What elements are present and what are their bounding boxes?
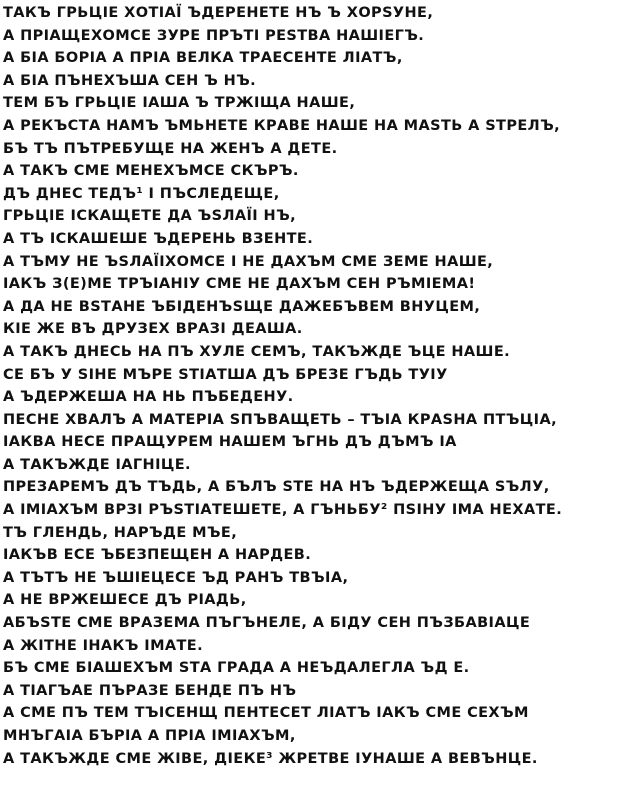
text-line: ТЪ ГЛЕНДЬ, НАРЪДЕ МЪЕ, (3, 524, 238, 541)
text-line: ТЕМ БЪ ГРЬЦІЕ ІАША Ъ ТРЖІЩА НАШЕ, (3, 95, 356, 112)
text-line: А ТАКЪЖДЕ СМЕ ЖІВЕ, ДІЕКЕ³ ЖРЕТВЕ ІУНАШЕ А ВЕВЪНЦЕ. (3, 750, 538, 767)
text-line: СЕ БЪ У ЅІНЕ МЪРЕ ЅТІАТША ДЪ БРЕЗЕ ГЪДЬ ТУІУ (3, 366, 448, 383)
text-line: А ЖІТНЕ ІНАКЪ ІМАТЕ. (3, 637, 204, 654)
text-line: А БІА ПЪНЕХЪША СЕН Ъ НЪ. (3, 72, 257, 89)
text-line: А ПРІАЩЕХОМСЕ ЗУРЕ ПРЪТІ РЕЅТВА НАШІЕГЪ. (3, 27, 425, 44)
text-line: МНЪГАІА БЪРІА А ПРІА ІМІАХЪМ, (3, 728, 296, 744)
text-line: ПЕСНЕ ХВАЛЪ А МАТЕРІА ЅПЪВАЩЕТЬ – ТЪІА КРАЅНА ПТЪЦІА, (3, 411, 557, 428)
text-line: ІАКЪВ ЕСЕ ЪБЕЗПЕЩЕН А НАРДЕВ. (3, 547, 312, 564)
text-line: ГРЬЦІЕ ІСКАЩЕТЕ ДА ЪЅЛАЇІ НЪ, (3, 208, 297, 225)
text-line: А ТЪМУ НЕ ЪЅЛАЇІХОМСЕ І НЕ ДАХЪМ СМЕ ЗЕМЕ НАШЕ, (3, 253, 494, 270)
text-line: А РЕКЪСТА НАМЪ ЪМЬНЕТЕ КРАВЕ НАШЕ НА МАЅТЬ А ЅТРЕЛЪ, (3, 117, 561, 134)
text-line: А ДА НЕ ВЅТАНЕ ЪБІДЕНЪЅЩЕ ДАЖЕБЪВЕМ ВНУЦЕМ, (3, 298, 481, 315)
text-line: ІАКЪ З(Е)МЕ ТРЪІАНІУ СМЕ НЕ ДАХЪМ СЕН РЪМІЕМА! (3, 276, 476, 293)
text-line: ДЪ ДНЕС ТЕДЪ¹ І ПЪСЛЕДЕЩЕ, (3, 185, 280, 202)
text-line: БЪ СМЕ БІАШЕХЪМ ЅТА ГРАДА А НЕЪДАЛЕГЛА ЪД Е. (3, 660, 470, 677)
text-line: А ІМІАХЪМ ВРЗІ РЪЅТІАТЕШЕТЕ, А ГЪНЬБУ² ПЅІНУ ІМА НЕХАТЕ. (3, 502, 563, 519)
text-line: КІЕ ЖЕ ВЪ ДРУЗЕХ ВРАЗІ ДЕАША. (3, 321, 303, 338)
text-line: БЪ ТЪ ПЪТРЕБУЩЕ НА ЖЕНЪ А ДЕТЕ. (3, 140, 338, 157)
text-line: А ЪДЕРЖЕША НА НЬ ПЪБЕДЕНУ. (3, 389, 294, 406)
text-line: А ТАКЪ ДНЕСЬ НА ПЪ ХУЛЕ СЕМЪ, ТАКЪЖДЕ ЪЦЕ НАШЕ. (3, 343, 511, 360)
text-line: АБЪЅТЕ СМЕ ВРАЗЕМА ПЪГЪНЕЛЕ, А БІДУ СЕН ПЪЗБАВІАЦЕ (3, 615, 531, 632)
text-line: А ТЪ ІСКАШЕШЕ ЪДЕРЕНЬ ВЗЕНТЕ. (3, 230, 314, 247)
text-line: А БІА БОРІА А ПРІА ВЕЛКА ТРАЕСЕНТЕ ЛІАТЪ, (3, 50, 403, 67)
text-line: А ТАКЪ СМЕ МЕНЕХЪМСЕ СКЪРЪ. (3, 163, 299, 180)
text-line: ПРЕЗАРЕМЪ ДЪ ТЪДЬ, А БЪЛЪ ЅТЕ НА НЪ ЪДЕРЖЕЩА ЅЪЛУ, (3, 479, 550, 496)
text-body (3, 2, 614, 770)
text-line: А СМЕ ПЪ ТЕМ ТЪІСЕНЩ ПЕНТЕСЕТ ЛІАТЪ ІАКЪ СМЕ СЕХЪМ (3, 705, 529, 722)
text-line: ІАКВА НЕСЕ ПРАЩУРЕМ НАШЕМ ЪГНЬ ДЪ ДЪМЪ ІА (3, 434, 457, 451)
text-line: А ТЪТЪ НЕ ЪШІЕЦЕСЕ ЪД РАНЪ ТВЪІА, (3, 569, 349, 586)
text-line: ТАКЪ ГРЬЦІЕ ХОТІАЇ ЪДЕРЕНЕТЕ НЪ Ъ ХОРЅУНЕ, (3, 5, 434, 21)
text-line: А ТАКЪЖДЕ ІАГНІЦЕ. (3, 456, 191, 473)
text-line: А НЕ ВРЖЕШЕСЕ ДЪ РІАДЬ, (3, 592, 247, 609)
text-line: А ТІАГЪАЕ ПЪРАЗЕ БЕНДЕ ПЪ НЪ (3, 682, 297, 699)
